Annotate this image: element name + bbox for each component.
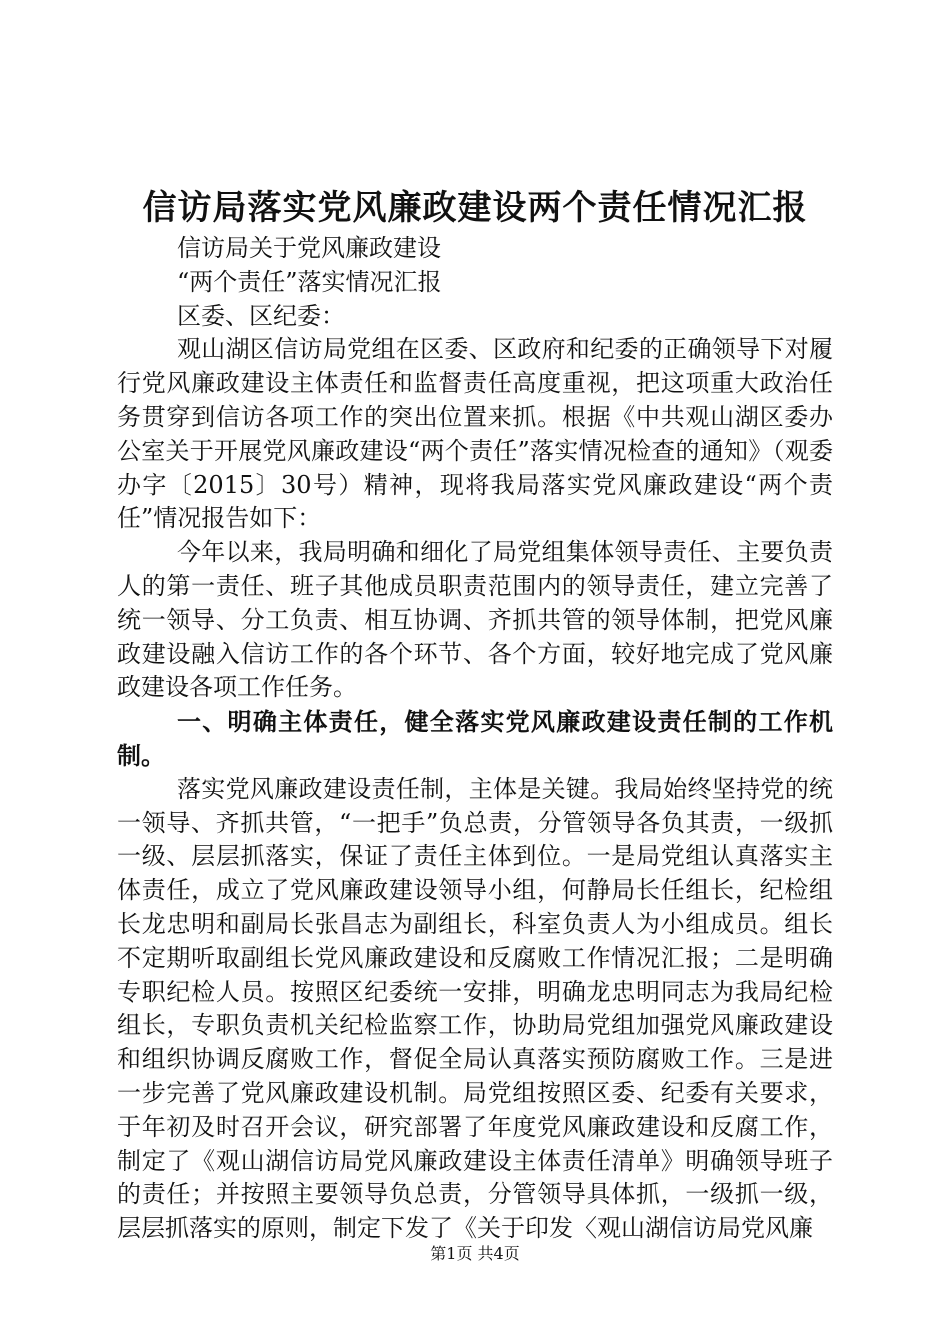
subtitle-line-2: “两个责任”落实情况汇报 bbox=[177, 267, 442, 296]
document-body bbox=[117, 232, 833, 1246]
paragraph-intro: 观山湖区信访局党组在区委、区政府和纪委的正确领导下对履行党风廉政建设主体责任和监督责任高度重视，把这项重大政治任务贯穿到信访各项工作的突出位置来抓。根据《中共观山湖区委办公室关于开展党风廉政建设“两个责任”落实情况检查的通知》（观委办字〔2015〕30号）精神，现将我局落实党风廉政建设“两个责任”情况报告如下： bbox=[117, 335, 833, 533]
paragraph-section-1: 落实党风廉政建设责任制，主体是关键。我局始终坚持党的统一领导、齐抓共管，“一把手”负总责，分管领导各负其责，一级抓一级、层层抓落实，保证了责任主体到位。一是局党组认真落实主体责任，成立了党风廉政建设领导小组，何静局长任组长，纪检组长龙忠明和副局长张昌志为副组长，科室负责人为小组成员。组长不定期听取副组长党风廉政建设和反腐败工作情况汇报；二是明确专职纪检人员。按照区纪委统一安排，明确龙忠明同志为我局纪检组长，专职负责机关纪检监察工作，协助局党组加强党风廉政建设和组织协调反腐败工作，督促全局认真落实预防腐败工作。三是进一步完善了党风廉政建设机制。局党组按照区委、纪委有关要求，于年初及时召开会议，研究部署了年度党风廉政建设和反腐工作，制定了《观山湖信访局党风廉政建设主体责任清单》明确领导班子的责任；并按照主要领导负总责，分管领导具体抓，一级抓一级，层层抓落实的原则，制定下发了《关于印发〈观山湖信访局党风廉 bbox=[117, 774, 833, 1243]
paragraph-overview: 今年以来，我局明确和细化了局党组集体领导责任、主要负责人的第一责任、班子其他成员职责范围内的领导责任，建立完善了统一领导、分工负责、相互协调、齐抓共管的领导体制，把党风廉政建设融入信访工作的各个环节、各个方面，较好地完成了党风廉政建设各项工作任务。 bbox=[117, 538, 833, 702]
section-heading-1: 一、明确主体责任，健全落实党风廉政建设责任制的工作机制。 bbox=[117, 707, 833, 770]
salutation: 区委、区纪委： bbox=[177, 301, 345, 330]
page-footer: 第1页 共4页 bbox=[430, 1244, 520, 1263]
subtitle-line-1: 信访局关于党风廉政建设 bbox=[177, 234, 441, 262]
document-title: 信访局落实党风廉政建设两个责任情况汇报 bbox=[142, 188, 808, 228]
